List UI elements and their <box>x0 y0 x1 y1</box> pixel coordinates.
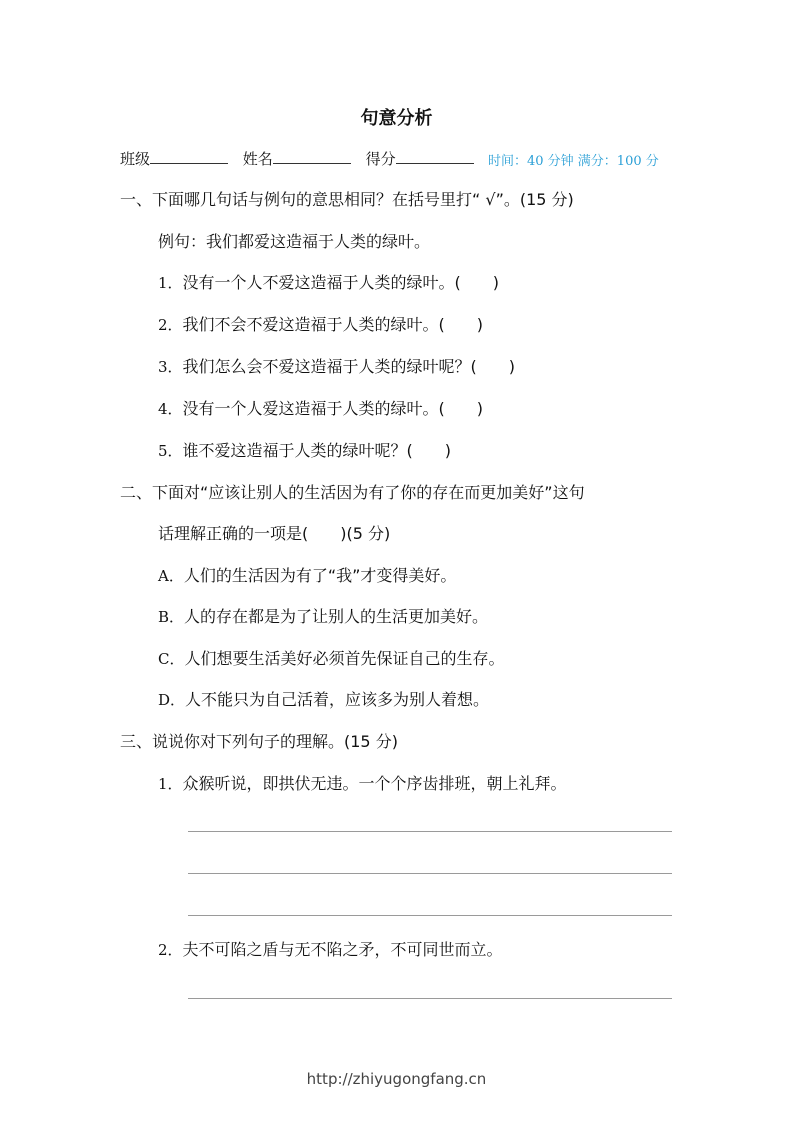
item-number: 1． <box>158 775 183 793</box>
option-letter: A． <box>158 567 184 585</box>
score-label: 得分 <box>365 150 396 168</box>
student-info-row <box>120 148 484 169</box>
section1-item <box>158 272 499 294</box>
item-number: 2． <box>158 941 183 959</box>
section1-item <box>158 398 483 420</box>
section2-option <box>158 648 505 670</box>
answer-line[interactable] <box>188 873 672 874</box>
score-field[interactable] <box>366 148 474 169</box>
option-letter: B． <box>158 608 185 626</box>
answer-line[interactable] <box>188 915 672 916</box>
footer-url[interactable]: http://zhiyugongfang.cn <box>306 1070 487 1088</box>
answer-line[interactable] <box>188 831 672 832</box>
item-number: 2． <box>158 316 183 334</box>
item-text: 我们怎么会不爱这造福于人类的绿叶呢？( ) <box>182 357 516 376</box>
class-label: 班级 <box>120 150 151 168</box>
name-blank[interactable] <box>273 149 351 164</box>
item-number: 5． <box>158 442 183 460</box>
section1-item <box>158 440 451 462</box>
section2-option <box>158 689 489 711</box>
section2-heading-line1: 二、下面对“应该让别人的生活因为有了你的存在而更加美好”这句 <box>120 483 585 502</box>
section1-item <box>158 314 483 336</box>
option-text: 人的存在都是为了让别人的生活更加美好。 <box>184 607 489 626</box>
item-text: 谁不爱这造福于人类的绿叶呢？( ) <box>182 441 452 460</box>
item-text: 夫不可陷之盾与无不陷之矛，不可同世而立。 <box>182 940 503 959</box>
option-text: 人们的生活因为有了“我”才变得美好。 <box>183 566 457 585</box>
item-text: 没有一个人爱这造福于人类的绿叶。( ) <box>182 399 484 418</box>
item-text: 众猴听说，即拱伏无违。一个个序齿排班，朝上礼拜。 <box>182 774 567 793</box>
item-number: 1． <box>158 274 183 292</box>
section2-option <box>158 606 488 628</box>
section1-item <box>158 356 515 378</box>
item-number: 4． <box>158 400 183 418</box>
section1-example: 例句：我们都爱这造福于人类的绿叶。 <box>158 232 431 251</box>
item-text: 没有一个人不爱这造福于人类的绿叶。( ) <box>182 273 500 292</box>
section3-item <box>158 773 567 795</box>
section2-heading-line2: 话理解正确的一项是( )(5 分) <box>158 524 391 543</box>
section1-heading: 一、下面哪几句话与例句的意思相同？在括号里打“ √”。(15 分) <box>120 190 574 209</box>
name-label: 姓名 <box>242 150 273 168</box>
option-text: 人们想要生活美好必须首先保证自己的生存。 <box>184 649 505 668</box>
answer-line[interactable] <box>188 998 672 999</box>
class-field[interactable] <box>120 148 228 169</box>
section2-option <box>158 565 456 587</box>
name-field[interactable] <box>243 148 351 169</box>
section3-heading: 三、说说你对下列句子的理解。(15 分) <box>120 732 398 751</box>
timing-info: 时间：40 分钟 满分：100 分 <box>488 154 659 169</box>
score-blank[interactable] <box>396 149 474 164</box>
item-text: 我们不会不爱这造福于人类的绿叶。( ) <box>182 315 484 334</box>
class-blank[interactable] <box>150 149 228 164</box>
option-letter: D． <box>158 691 186 709</box>
option-text: 人不能只为自己活着，应该多为别人着想。 <box>185 690 490 709</box>
item-number: 3． <box>158 358 183 376</box>
option-letter: C． <box>158 650 185 668</box>
section3-item <box>158 939 503 961</box>
page-title: 句意分析 <box>360 108 433 129</box>
